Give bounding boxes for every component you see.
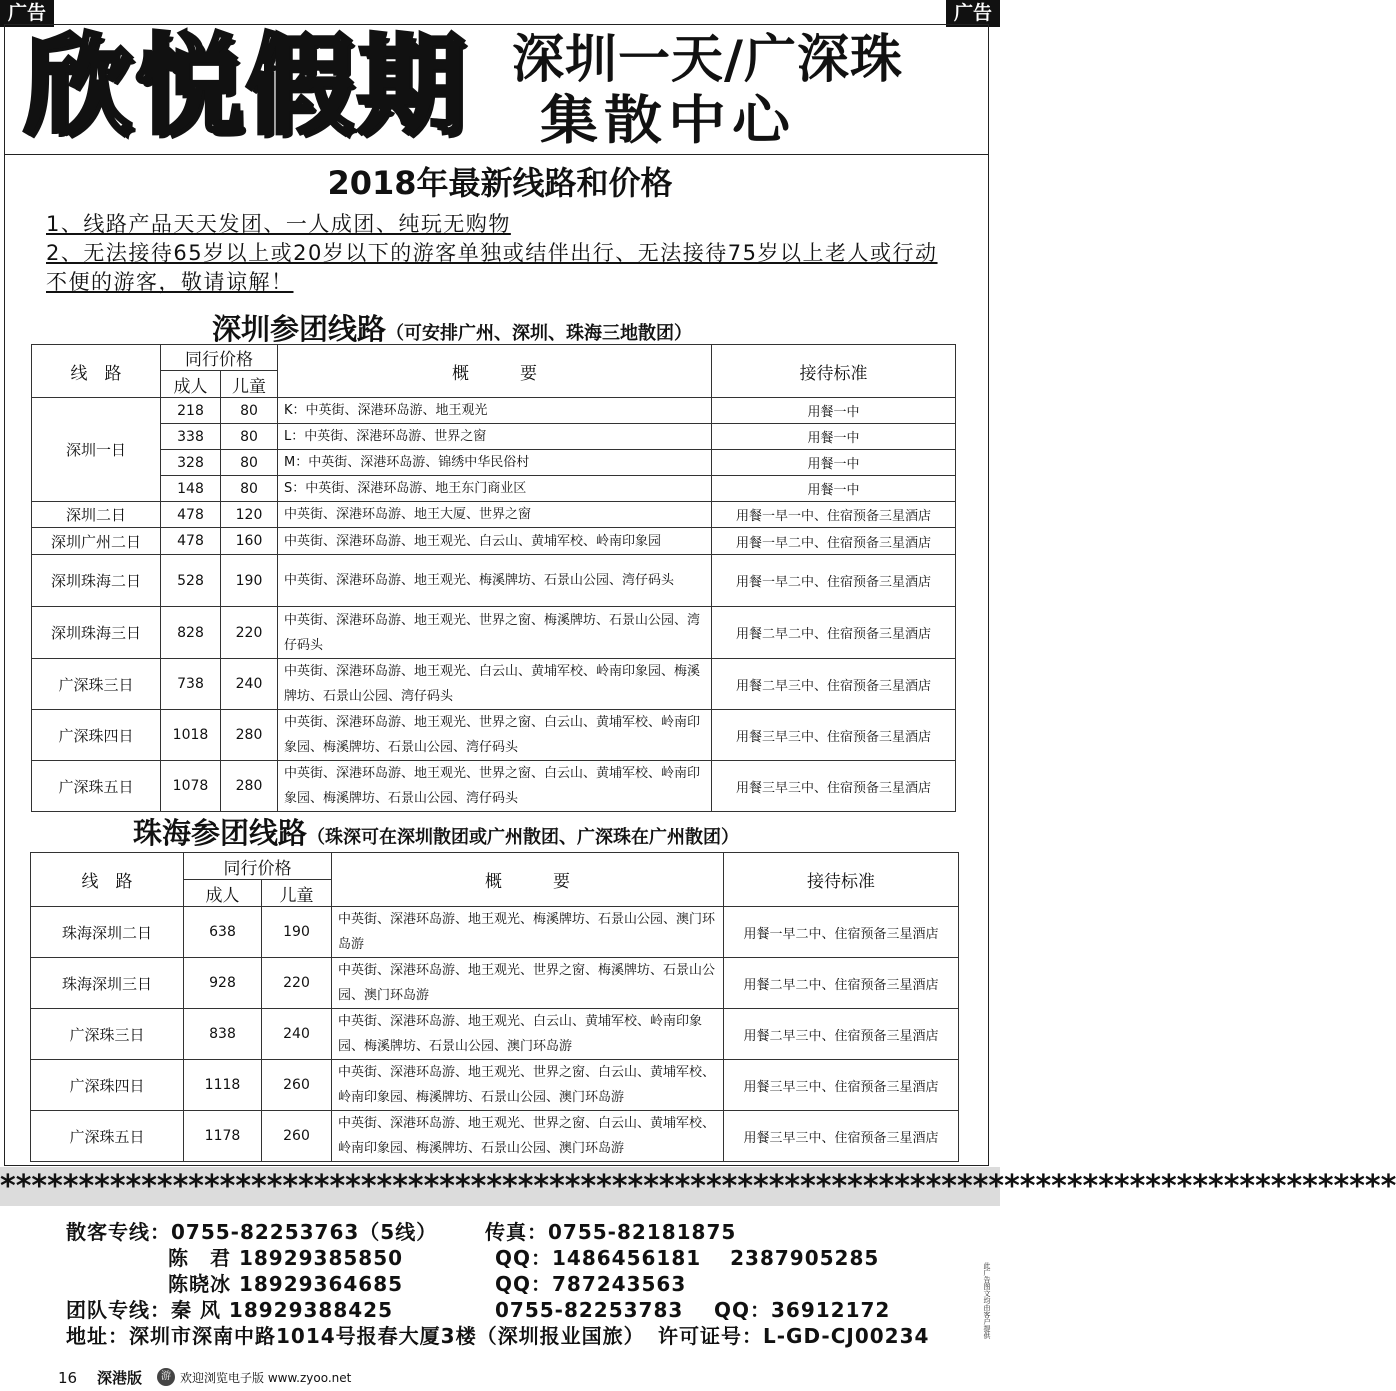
table-row [32, 476, 956, 502]
child-price: 260 [262, 1060, 332, 1111]
phone-number-2: 0755-82253783 [495, 1298, 684, 1322]
table-header-row [31, 853, 959, 880]
header-price: 同行价格 [161, 345, 278, 371]
child-price: 80 [221, 424, 278, 450]
service-standard: 用餐三早三中、住宿预备三星酒店 [712, 761, 956, 812]
table-row [31, 958, 959, 1009]
adult-price: 148 [161, 476, 221, 502]
contact-person-1: 陈 君 18929385850 [168, 1246, 404, 1270]
ad-tag-right: 广告 [946, 0, 1000, 27]
route-name: 珠海深圳二日 [31, 907, 184, 958]
adult-price: 1118 [184, 1060, 262, 1111]
header-route: 线 路 [31, 853, 184, 907]
route-summary: S：中英街、深港环岛游、地王东门商业区 [278, 476, 712, 502]
page-number: 16 [58, 1369, 78, 1387]
child-price: 280 [221, 761, 278, 812]
contact-person-2: 陈晓冰 18929364685 [168, 1272, 404, 1296]
route-summary: 中英街、深港环岛游、地王观光、世界之窗、白云山、黄埔军校、岭南印象园、梅溪牌坊、石景山公园、湾仔码头 [278, 761, 712, 812]
adult-price: 928 [184, 958, 262, 1009]
child-price: 80 [221, 476, 278, 502]
qq-numbers-3: QQ：36912172 [714, 1298, 891, 1322]
service-standard: 用餐一早二中、住宿预备三星酒店 [712, 528, 956, 555]
qq-numbers-1: QQ：1486456181 2387905285 [495, 1246, 880, 1270]
route-name: 深圳广州二日 [32, 528, 161, 555]
website-link[interactable]: 欢迎浏览电子版 www.zyoo.net [180, 1371, 352, 1385]
service-standard: 用餐一早二中、住宿预备三星酒店 [724, 907, 959, 958]
route-name: 广深珠三日 [32, 659, 161, 710]
header-child: 儿童 [262, 880, 332, 907]
adult-price: 638 [184, 907, 262, 958]
route-summary: 中英街、深港环岛游、地王观光、白云山、黄埔军校、岭南印象园、梅溪牌坊、石景山公园、湾仔码头 [278, 659, 712, 710]
shenzhen-routes-table [31, 344, 956, 812]
adult-price: 478 [161, 502, 221, 528]
child-price: 80 [221, 450, 278, 476]
route-name: 深圳二日 [32, 502, 161, 528]
adult-price: 838 [184, 1009, 262, 1060]
route-name: 广深珠四日 [31, 1060, 184, 1111]
qq-numbers-2: QQ：787243563 [495, 1272, 687, 1296]
child-price: 190 [262, 907, 332, 958]
route-summary: 中英街、深港环岛游、地王观光、白云山、黄埔军校、岭南印象园 [278, 528, 712, 555]
tagline-center: 集散中心 [540, 89, 797, 151]
header-summary: 概 要 [332, 853, 724, 907]
header-child: 儿童 [221, 371, 278, 398]
route-summary: 中英街、深港环岛游、地王观光、世界之窗、白云山、黄埔军校、岭南印象园、梅溪牌坊、石景山公园、澳门环岛游 [332, 1060, 724, 1111]
service-standard: 用餐一早一中、住宿预备三星酒店 [712, 502, 956, 528]
header-standard: 接待标准 [712, 345, 956, 398]
section-title-shenzhen: 深圳参团线路（可安排广州、深圳、珠海三地散团） [212, 312, 693, 346]
table-row [32, 761, 956, 812]
edition-label: 深港版 [97, 1369, 143, 1387]
notes [46, 210, 956, 297]
table-row [32, 555, 956, 607]
service-standard: 用餐二早三中、住宿预备三星酒店 [724, 1009, 959, 1060]
child-price: 260 [262, 1111, 332, 1162]
banner-divider [4, 154, 989, 155]
stars-divider: ***************************************************************************************** [0, 1169, 1396, 1204]
route-name: 广深珠五日 [32, 761, 161, 812]
child-price: 240 [221, 659, 278, 710]
table-row [32, 659, 956, 710]
adult-price: 1018 [161, 710, 221, 761]
table-row [31, 1060, 959, 1111]
route-name: 广深珠五日 [31, 1111, 184, 1162]
service-standard: 用餐二早三中、住宿预备三星酒店 [712, 659, 956, 710]
address: 地址：深圳市深南中路1014号报春大厦3楼（深圳报业国旅） [66, 1324, 645, 1348]
adult-price: 738 [161, 659, 221, 710]
child-price: 190 [221, 555, 278, 607]
child-price: 220 [262, 958, 332, 1009]
header-standard: 接待标准 [724, 853, 959, 907]
brand-logo: 欣悦假期 [24, 24, 469, 149]
table-row [32, 528, 956, 555]
zhuhai-routes-table [30, 852, 959, 1162]
section-title-zhuhai: 珠海参团线路（珠深可在深圳散团或广州散团、广深珠在广州散团） [133, 816, 740, 850]
adult-price: 1078 [161, 761, 221, 812]
adult-price: 218 [161, 398, 221, 424]
route-summary: 中英街、深港环岛游、地王观光、世界之窗、白云山、黄埔军校、岭南印象园、梅溪牌坊、石景山公园、澳门环岛游 [332, 1111, 724, 1162]
route-summary: 中英街、深港环岛游、地王观光、白云山、黄埔军校、岭南印象园、梅溪牌坊、石景山公园、澳门环岛游 [332, 1009, 724, 1060]
route-name: 深圳珠海二日 [32, 555, 161, 607]
table-row [31, 1111, 959, 1162]
service-standard: 用餐三早三中、住宿预备三星酒店 [724, 1060, 959, 1111]
route-summary: 中英街、深港环岛游、地王观光、梅溪牌坊、石景山公园、澳门环岛游 [332, 907, 724, 958]
header-price: 同行价格 [184, 853, 332, 880]
route-name: 珠海深圳三日 [31, 958, 184, 1009]
adult-price: 528 [161, 555, 221, 607]
table-row [31, 907, 959, 958]
child-price: 80 [221, 398, 278, 424]
adult-price: 828 [161, 607, 221, 659]
route-summary: 中英街、深港环岛游、地王观光、世界之窗、梅溪牌坊、石景山公园、湾仔码头 [278, 607, 712, 659]
service-standard: 用餐一中 [712, 450, 956, 476]
publisher-logo-icon: 游 [157, 1368, 175, 1386]
adult-price: 338 [161, 424, 221, 450]
table-header-row [32, 345, 956, 371]
adult-price: 478 [161, 528, 221, 555]
table-row [32, 607, 956, 659]
table-row [31, 1009, 959, 1060]
route-summary: M：中英街、深港环岛游、锦绣中华民俗村 [278, 450, 712, 476]
child-price: 120 [221, 502, 278, 528]
header-summary: 概 要 [278, 345, 712, 398]
service-standard: 用餐二早二中、住宿预备三星酒店 [712, 607, 956, 659]
child-price: 220 [221, 607, 278, 659]
header-route: 线 路 [32, 345, 161, 398]
header-adult: 成人 [161, 371, 221, 398]
service-standard: 用餐三早三中、住宿预备三星酒店 [724, 1111, 959, 1162]
team-hotline: 团队专线：秦 风 18929388425 [66, 1298, 394, 1322]
adult-price: 328 [161, 450, 221, 476]
service-standard: 用餐三早三中、住宿预备三星酒店 [712, 710, 956, 761]
child-price: 240 [262, 1009, 332, 1060]
route-name: 广深珠三日 [31, 1009, 184, 1060]
child-price: 160 [221, 528, 278, 555]
child-price: 280 [221, 710, 278, 761]
route-name: 深圳珠海三日 [32, 607, 161, 659]
route-name: 广深珠四日 [32, 710, 161, 761]
table-row [32, 424, 956, 450]
tagline-routes: 深圳一天/广深珠 [512, 30, 903, 90]
route-summary: 中英街、深港环岛游、地王观光、世界之窗、梅溪牌坊、石景山公园、澳门环岛游 [332, 958, 724, 1009]
route-summary: 中英街、深港环岛游、地王观光、梅溪牌坊、石景山公园、湾仔码头 [278, 555, 712, 607]
header-adult: 成人 [184, 880, 262, 907]
table-row [32, 710, 956, 761]
route-summary: 中英街、深港环岛游、地王观光、世界之窗、白云山、黄埔军校、岭南印象园、梅溪牌坊、石景山公园、湾仔码头 [278, 710, 712, 761]
license-number: 许可证号：L-GD-CJ00234 [658, 1324, 930, 1348]
side-disclaimer: 此广告图文均由客户提供 [983, 1262, 991, 1339]
note-2: 2、无法接待65岁以上或20岁以下的游客单独或结伴出行、无法接待75岁以上老人或行动不便的游客，敬请谅解！ [46, 241, 938, 294]
service-standard: 用餐一早二中、住宿预备三星酒店 [712, 555, 956, 607]
service-standard: 用餐一中 [712, 398, 956, 424]
fax-number: 传真：0755-82181875 [485, 1220, 737, 1244]
adult-price: 1178 [184, 1111, 262, 1162]
route-summary: 中英街、深港环岛游、地王大厦、世界之窗 [278, 502, 712, 528]
ad-tag-left: 广告 [0, 0, 54, 27]
service-standard: 用餐一中 [712, 476, 956, 502]
table-row [32, 502, 956, 528]
service-standard: 用餐二早二中、住宿预备三星酒店 [724, 958, 959, 1009]
service-standard: 用餐一中 [712, 424, 956, 450]
route-summary: L：中英街、深港环岛游、世界之窗 [278, 424, 712, 450]
retail-hotline: 散客专线：0755-82253763（5线） [66, 1220, 438, 1244]
route-name: 深圳一日 [32, 398, 161, 502]
note-1: 1、线路产品天天发团、一人成团、纯玩无购物 [46, 212, 511, 236]
table-row [32, 450, 956, 476]
table-row [32, 398, 956, 424]
page-title: 2018年最新线路和价格 [327, 164, 673, 202]
route-summary: K：中英街、深港环岛游、地王观光 [278, 398, 712, 424]
